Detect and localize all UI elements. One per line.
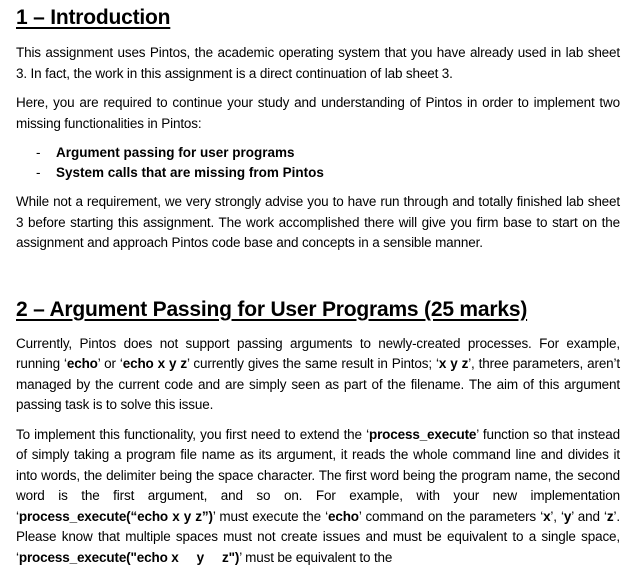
advice-text: While not a requirement, we very strongly advise you to have run through and totally finished lab sheet 3 before starting this assignment. The work accomplished there will give you firm base to start on the assignment and approach Pintos code base and concepts in a sensible manner. [16, 194, 620, 250]
advice-paragraph [16, 192, 620, 254]
text-run: ’, three parameters, aren’t managed by the current code and are simply seen as part of the filename. The aim of this argument passing task is to solve this issue. [16, 356, 620, 412]
list-dash: - [36, 165, 41, 180]
code-term: y [563, 508, 572, 524]
code-term: process_execute [368, 426, 477, 442]
code-term: echo [66, 356, 98, 371]
intro-paragraph [16, 43, 620, 84]
requirement-item [36, 143, 620, 163]
document-page [16, 0, 620, 568]
current-behavior-paragraph [16, 334, 620, 416]
code-term: x [543, 508, 551, 524]
code-term: echo x y z [122, 356, 188, 371]
code-term: process_execute("echo x y z") [18, 549, 240, 565]
text-run: ’ must execute the ‘ [212, 508, 328, 524]
text-run: To implement this functionality, you first need to extend the ‘ [16, 426, 369, 442]
requirements-text: Here, you are required to continue your study and understanding of Pintos in order to implement two missing functionalities in Pintos: [16, 95, 620, 131]
text-run: ’ and ‘ [571, 508, 607, 524]
list-dash: - [36, 145, 41, 160]
text-run: ’ must be equivalent to the [239, 549, 393, 565]
code-term: echo [327, 508, 359, 524]
requirement-label: System calls that are missing from Pintos [56, 165, 324, 180]
text-run: ’. Please know that multiple spaces must not create issues and must be equivalent to a single space, ‘ [16, 508, 620, 565]
requirements-list [16, 143, 620, 183]
section-2-title: 2 – Argument Passing for User Programs (25 marks) [16, 297, 528, 321]
implementation-paragraph [16, 425, 620, 569]
requirement-item [36, 163, 620, 183]
code-term: x y z [438, 356, 469, 371]
section-1-title: 1 – Introduction [16, 6, 171, 29]
code-term: process_execute(“echo x y z”) [18, 508, 213, 524]
text-run: ’ or ‘ [97, 356, 123, 371]
requirements-paragraph [16, 93, 620, 134]
text-run: ’ command on the parameters ‘ [358, 508, 544, 524]
requirement-label: Argument passing for user programs [56, 145, 295, 160]
code-term: z [606, 508, 614, 524]
text-run: ’ function so that instead of simply taking a program file name as its argument, it reads the whole command line and divides it into words, the delimiter being the space character. The first word being the program name, the second word is the first argument, and so on. For example, with your new implementation ‘ [16, 426, 620, 524]
text-run: ’, ‘ [550, 508, 564, 524]
intro-text: This assignment uses Pintos, the academic operating system that you have already used in lab sheet 3. In fact, the work in this assignment is a direct continuation of lab sheet 3. [16, 45, 620, 81]
text-run: Currently, Pintos does not support passing arguments to newly-created processes. For example, running ‘ [16, 335, 620, 371]
text-run: ’ currently gives the same result in Pintos; ‘ [187, 356, 439, 371]
